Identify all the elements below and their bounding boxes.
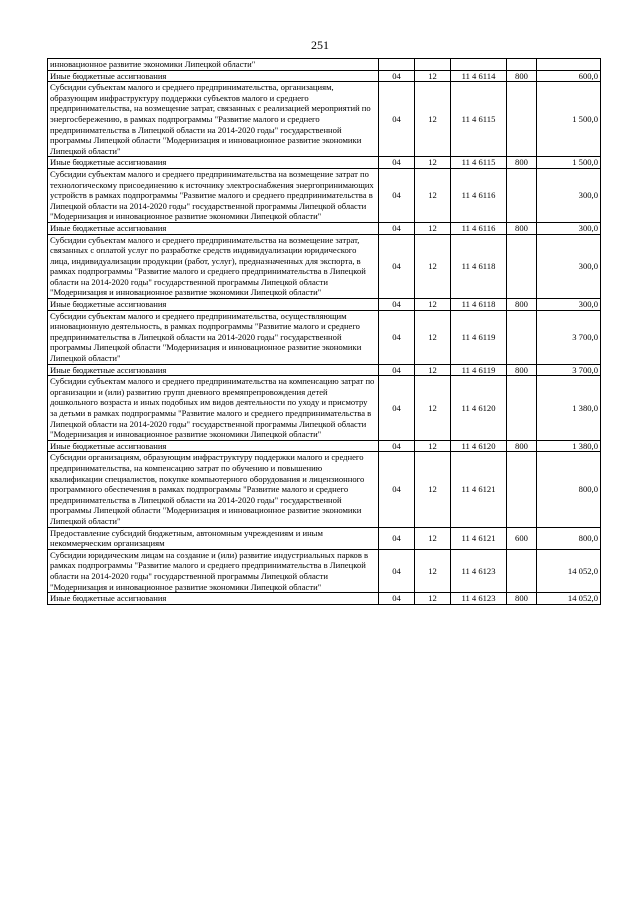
expense-type-code [507,59,537,71]
table-row [48,364,601,376]
amount: 300,0 [537,168,601,222]
item-name: Субсидии субъектам малого и среднего предпринимательства на возмещение затрат, связанных с оплатой услуг по разработке средств индивидуализации юридического лица, индивидуализации продукции (работ, услуг), предназначенных для экспорта, в рамках подпрограммы "Развитие малого и среднего предпринимательства в Липецкой области на 2014-2020 годы" государственной программы Липецкой области "Модернизация и инновационное развитие экономики Липецкой области" [48,234,379,299]
item-name: Субсидии субъектам малого и среднего предпринимательства на возмещение затрат по технологическому присоединению к источнику электроснабжения энергопринимающих устройств в рамках подпрограммы "Развитие малого и среднего предпринимательства в Липецкой области на 2014-2020 годы" государственной программы Липецкой области "Модернизация и инновационное развитие экономики Липецкой области" [48,168,379,222]
target-item-code: 11 4 6115 [451,82,507,157]
section-code: 04 [379,70,415,82]
section-code: 04 [379,364,415,376]
item-name: Субсидии субъектам малого и среднего предпринимательства, организациям, образующим инфраструктуру поддержки субъектов малого и среднего предпринимательства, на возмещение затрат, связанных с реализацией мероприятий по энергосбережению, в рамках подпрограммы "Развитие малого и среднего предпринимательства в Липецкой области на 2014-2020 годы" государственной программы Липецкой области "Модернизация и инновационное развитие экономики Липецкой области" [48,82,379,157]
table-row [48,234,601,299]
expense-type-code [507,376,537,441]
subsection-code: 12 [415,168,451,222]
target-item-code [451,59,507,71]
expense-type-code [507,310,537,364]
item-name: Иные бюджетные ассигнования [48,364,379,376]
amount: 1 380,0 [537,440,601,452]
expense-type-code [507,168,537,222]
section-code: 04 [379,299,415,311]
subsection-code: 12 [415,364,451,376]
amount: 1 380,0 [537,376,601,441]
expense-type-code [507,549,537,592]
target-item-code: 11 4 6118 [451,299,507,311]
target-item-code: 11 4 6120 [451,440,507,452]
table-row [48,59,601,71]
expense-type-code: 800 [507,364,537,376]
item-name: Субсидии субъектам малого и среднего предпринимательства на компенсацию затрат по организации и (или) развитию групп дневного времяпрепровождения детей дошкольного возраста и иных подобных им видов деятельности по уходу и присмотру за детьми в рамках подпрограммы "Развитие малого и среднего предпринимательства в Липецкой области на 2014-2020 годы" государственной программы Липецкой области "Модернизация и инновационное развитие экономики Липецкой области" [48,376,379,441]
item-name: Субсидии субъектам малого и среднего предпринимательства, осуществляющим инновационную деятельность, в рамках подпрограммы "Развитие малого и среднего предпринимательства в Липецкой области на 2014-2020 годы" государственной программы Липецкой области "Модернизация и инновационное развитие экономики Липецкой области" [48,310,379,364]
target-item-code: 11 4 6114 [451,70,507,82]
amount: 1 500,0 [537,82,601,157]
target-item-code: 11 4 6121 [451,452,507,527]
expense-type-code: 800 [507,593,537,605]
table-row [48,527,601,549]
item-name: Иные бюджетные ассигнования [48,593,379,605]
expense-type-code: 800 [507,222,537,234]
target-item-code: 11 4 6119 [451,310,507,364]
subsection-code: 12 [415,549,451,592]
expense-type-code [507,82,537,157]
expense-type-code [507,234,537,299]
subsection-code: 12 [415,157,451,169]
table-row [48,70,601,82]
target-item-code: 11 4 6119 [451,364,507,376]
table-row [48,299,601,311]
amount: 3 700,0 [537,364,601,376]
subsection-code: 12 [415,527,451,549]
item-name: Иные бюджетные ассигнования [48,222,379,234]
expense-type-code: 800 [507,299,537,311]
expense-type-code: 800 [507,440,537,452]
table-body [48,59,601,605]
subsection-code: 12 [415,440,451,452]
target-item-code: 11 4 6120 [451,376,507,441]
table-row [48,452,601,527]
amount [537,59,601,71]
subsection-code [415,59,451,71]
item-name: Субсидии организациям, образующим инфраструктуру поддержки малого и среднего предпринимательства, на компенсацию затрат по обучению и повышению квалификации специалистов, покупке компьютерного оборудования и лицензионного программного обеспечения в рамках подпрограммы "Развитие малого и среднего предпринимательства в Липецкой области на 2014-2020 годы" государственной программы Липецкой области "Модернизация и инновационное развитие экономики Липецкой области" [48,452,379,527]
subsection-code: 12 [415,82,451,157]
subsection-code: 12 [415,452,451,527]
table-row [48,82,601,157]
subsection-code: 12 [415,299,451,311]
section-code: 04 [379,168,415,222]
target-item-code: 11 4 6121 [451,527,507,549]
section-code: 04 [379,376,415,441]
subsection-code: 12 [415,310,451,364]
amount: 14 052,0 [537,549,601,592]
amount: 14 052,0 [537,593,601,605]
table-row [48,168,601,222]
item-name: Иные бюджетные ассигнования [48,70,379,82]
item-name: Иные бюджетные ассигнования [48,440,379,452]
amount: 3 700,0 [537,310,601,364]
subsection-code: 12 [415,70,451,82]
target-item-code: 11 4 6116 [451,222,507,234]
amount: 600,0 [537,70,601,82]
section-code: 04 [379,310,415,364]
subsection-code: 12 [415,234,451,299]
target-item-code: 11 4 6123 [451,549,507,592]
section-code: 04 [379,452,415,527]
subsection-code: 12 [415,222,451,234]
section-code: 04 [379,157,415,169]
amount: 300,0 [537,234,601,299]
section-code: 04 [379,593,415,605]
target-item-code: 11 4 6123 [451,593,507,605]
table-row [48,310,601,364]
expense-type-code [507,452,537,527]
amount: 300,0 [537,299,601,311]
item-name: Предоставление субсидий бюджетным, автономным учреждениям и иным некоммерческим организациям [48,527,379,549]
section-code: 04 [379,234,415,299]
expense-type-code: 600 [507,527,537,549]
item-name: Иные бюджетные ассигнования [48,157,379,169]
budget-table [47,58,601,605]
target-item-code: 11 4 6116 [451,168,507,222]
subsection-code: 12 [415,376,451,441]
table-row [48,440,601,452]
expense-type-code: 800 [507,70,537,82]
section-code [379,59,415,71]
target-item-code: 11 4 6115 [451,157,507,169]
table-row [48,376,601,441]
amount: 300,0 [537,222,601,234]
item-name: Субсидии юридическим лицам на создание и (или) развитие индустриальных парков в рамках подпрограммы "Развитие малого и среднего предпринимательства в Липецкой области на 2014-2020 годы" государственной программы Липецкой области "Модернизация и инновационное развитие экономики Липецкой области" [48,549,379,592]
page-number: 251 [311,38,329,52]
table-row [48,549,601,592]
expense-type-code: 800 [507,157,537,169]
amount: 800,0 [537,527,601,549]
amount: 1 500,0 [537,157,601,169]
section-code: 04 [379,222,415,234]
target-item-code: 11 4 6118 [451,234,507,299]
item-name: инновационное развитие экономики Липецкой области" [48,59,379,71]
section-code: 04 [379,549,415,592]
section-code: 04 [379,440,415,452]
table-row [48,593,601,605]
section-code: 04 [379,527,415,549]
subsection-code: 12 [415,593,451,605]
table-row [48,157,601,169]
item-name: Иные бюджетные ассигнования [48,299,379,311]
table-row [48,222,601,234]
section-code: 04 [379,82,415,157]
amount: 800,0 [537,452,601,527]
